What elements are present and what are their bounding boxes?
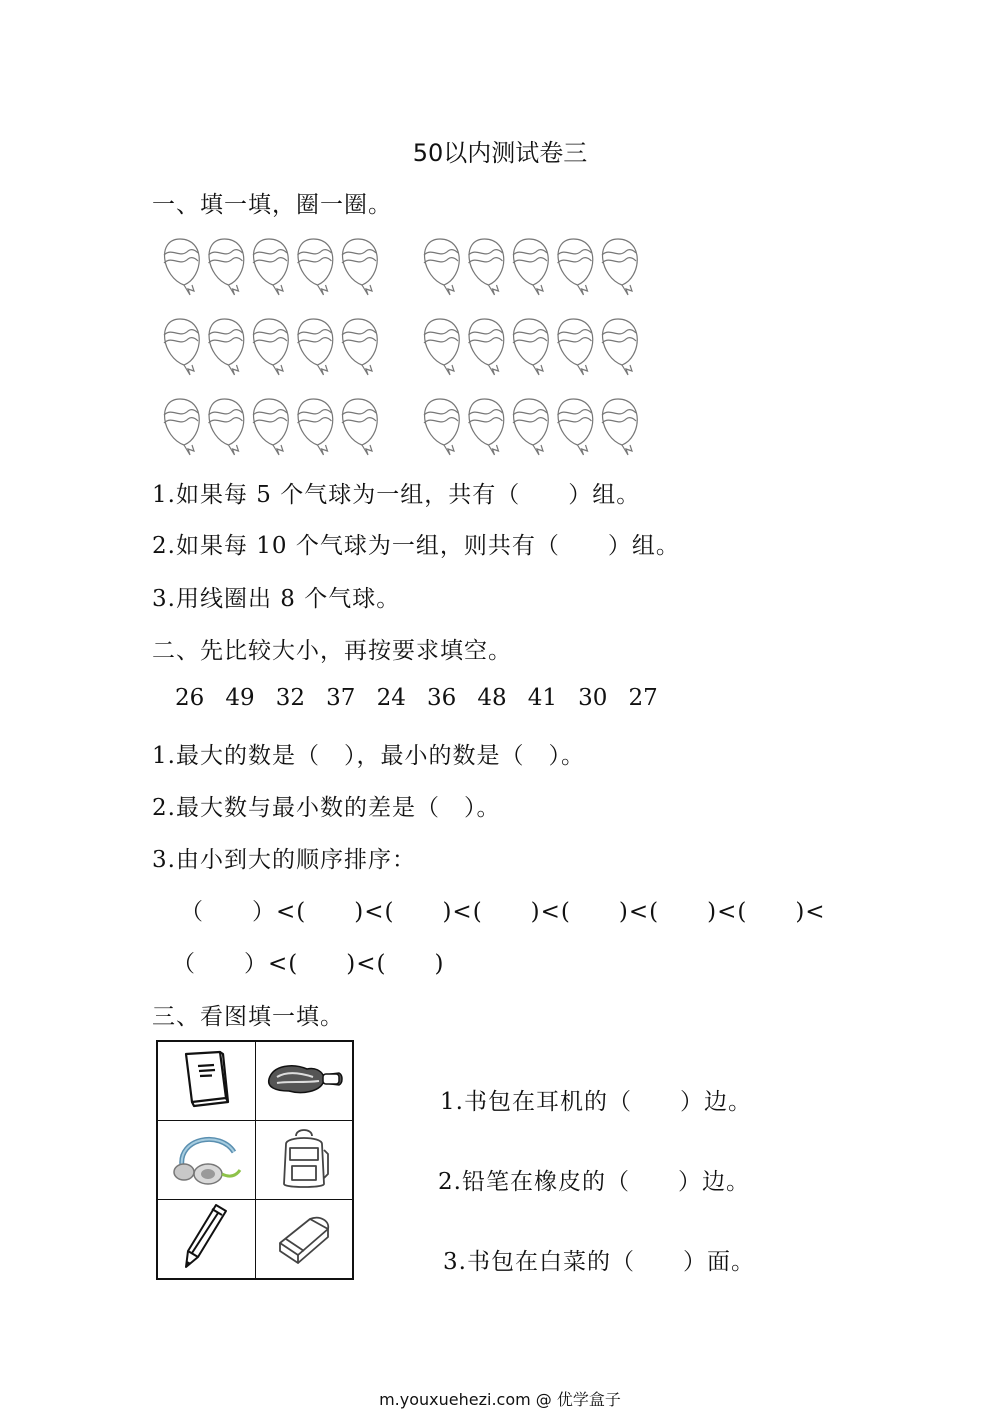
section3-heading: 三、看图填一填。 <box>152 1004 344 1030</box>
grid-cell-headphones <box>157 1121 255 1200</box>
balloon-icon <box>513 319 548 375</box>
picture-grid <box>156 1040 354 1280</box>
balloon-icon <box>164 239 199 295</box>
balloon-icon <box>424 399 459 455</box>
balloon-icon <box>209 399 244 455</box>
section3-q3: 3.书包在白菜的（ ）面。 <box>443 1249 755 1275</box>
section2-q1: 1.最大的数是（ ），最小的数是（ ）。 <box>152 743 585 769</box>
book-icon <box>176 1048 236 1110</box>
balloon-icon <box>558 399 593 455</box>
balloon-icon <box>602 319 637 375</box>
number-item: 30 <box>578 685 608 711</box>
section1-q2: 2.如果每 10 个气球为一组，则共有（ ）组。 <box>152 533 680 559</box>
balloon-icon <box>209 319 244 375</box>
grid-cell-cabbage <box>255 1041 353 1121</box>
backpack-icon <box>276 1126 332 1190</box>
balloon-icon <box>298 399 333 455</box>
section3-q2: 2.铅笔在橡皮的（ ）边。 <box>438 1169 750 1195</box>
balloon-icon <box>513 239 548 295</box>
balloon-icon <box>602 239 637 295</box>
number-item: 27 <box>628 685 658 711</box>
section3-q1: 1.书包在耳机的（ ）边。 <box>440 1089 752 1115</box>
grid-cell-eraser <box>255 1200 353 1280</box>
number-item: 41 <box>527 685 558 711</box>
grid-cell-pencil <box>157 1200 255 1280</box>
balloon-icon <box>253 399 288 455</box>
number-item: 49 <box>225 685 255 711</box>
balloon-icon <box>342 399 377 455</box>
balloon-icon <box>253 239 288 295</box>
number-item: 32 <box>275 685 306 711</box>
balloon-icon <box>164 319 199 375</box>
pencil-icon <box>178 1201 234 1273</box>
balloon-icon <box>558 319 593 375</box>
balloon-icon <box>602 399 637 455</box>
balloon-icon <box>209 239 244 295</box>
number-item: 26 <box>175 685 205 711</box>
section1-q1: 1.如果每 5 个气球为一组，共有（ ）组。 <box>152 482 641 508</box>
balloon-icon <box>469 319 504 375</box>
eraser-icon <box>272 1209 336 1265</box>
balloon-icon <box>469 239 504 295</box>
number-list <box>175 685 679 711</box>
number-item: 48 <box>477 685 507 711</box>
balloon-icon <box>424 319 459 375</box>
section1-q3: 3.用线圈出 8 个气球。 <box>152 586 401 612</box>
balloon-icon <box>558 239 593 295</box>
balloon-icon <box>469 399 504 455</box>
balloon-icon <box>424 239 459 295</box>
balloon-icon <box>253 319 288 375</box>
headphones-icon <box>164 1128 248 1188</box>
balloon-icon <box>298 319 333 375</box>
order-line-1: （ ）<( )<( )<( )<( )<( )<( )< <box>180 899 826 925</box>
order-line-2: （ ）<( )<( ) <box>172 951 445 977</box>
balloon-icon <box>342 319 377 375</box>
number-item: 36 <box>426 685 457 711</box>
balloon-icon <box>342 239 377 295</box>
balloon-icon <box>298 239 333 295</box>
number-item: 37 <box>326 685 356 711</box>
grid-cell-book <box>157 1041 255 1121</box>
grid-cell-backpack <box>255 1121 353 1200</box>
balloon-icon <box>513 399 548 455</box>
balloon-icon <box>164 399 199 455</box>
section2-q2: 2.最大数与最小数的差是（ ）。 <box>152 795 501 821</box>
balloon-grid <box>155 232 655 462</box>
section2-q3: 3.由小到大的顺序排序： <box>152 847 416 873</box>
number-item: 24 <box>376 685 406 711</box>
section1-heading: 一、填一填，圈一圈。 <box>152 192 392 218</box>
cabbage-icon <box>263 1059 345 1099</box>
section2-heading: 二、先比较大小，再按要求填空。 <box>152 638 512 664</box>
page-title: 50以内测试卷三 <box>412 139 588 167</box>
footer-watermark: m.youxuehezi.com @ 优学盒子 <box>379 1390 621 1409</box>
